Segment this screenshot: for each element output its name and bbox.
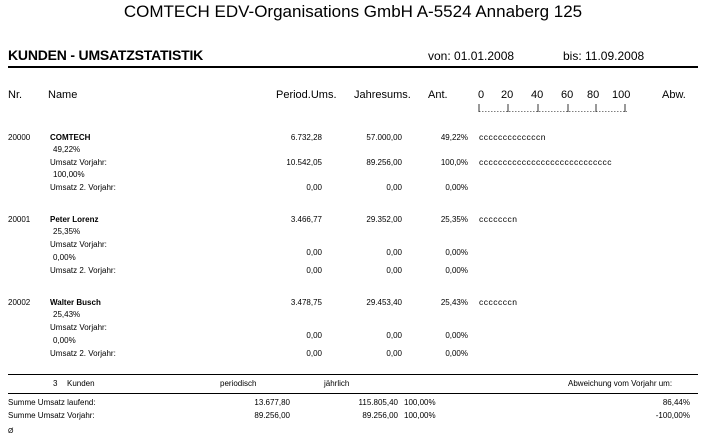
periodic-label: periodisch: [220, 379, 257, 388]
customer-period: 3.466,77: [290, 215, 322, 224]
share-bar: cccccccccccccn: [479, 132, 546, 142]
customer-percent: 25,35%: [53, 227, 81, 236]
prev2-year-label: Umsatz 2. Vorjahr:: [50, 349, 116, 358]
customer-count: 3: [53, 379, 58, 388]
scale-0: 0: [478, 89, 485, 101]
prev2-year-period: 0,00: [306, 183, 322, 192]
scale-80: 80: [587, 89, 600, 101]
sum-prev-deviation: -100,00%: [655, 411, 690, 420]
prev-year-yearly: 0,00: [386, 331, 402, 340]
prev2-year-yearly: 0,00: [386, 349, 402, 358]
sum-prev-label: Summe Umsatz Vorjahr:: [8, 411, 95, 420]
prev-year-period: 0,00: [306, 331, 322, 340]
prev-year-label: Umsatz Vorjahr:: [50, 158, 107, 167]
customer-percent: 25,43%: [53, 310, 81, 319]
prev-year-share: 100,0%: [440, 158, 468, 167]
sum-current-percent: 100,00%: [404, 398, 436, 407]
prev-year-share: 0,00%: [445, 248, 468, 257]
customer-nr: 20000: [8, 133, 31, 142]
customer-period: 3.478,75: [290, 298, 322, 307]
customer-yearly: 29.453,40: [366, 298, 402, 307]
prev2-year-label: Umsatz 2. Vorjahr:: [50, 183, 116, 192]
prev2-year-share: 0,00%: [445, 183, 468, 192]
scale-20: 20: [501, 89, 514, 101]
prev-year-share: 0,00%: [445, 331, 468, 340]
col-deviation: Abw.: [662, 89, 686, 101]
customer-share: 25,35%: [440, 215, 468, 224]
customer-share: 25,43%: [440, 298, 468, 307]
prev2-year-share: 0,00%: [445, 349, 468, 358]
sum-prev-percent: 100,00%: [404, 411, 436, 420]
sum-current-deviation: 86,44%: [662, 398, 690, 407]
prev-year-percent: 0,00%: [53, 253, 76, 262]
date-to: bis: 11.09.2008: [563, 49, 645, 63]
title-divider: [8, 66, 698, 68]
col-yearly: Jahresums.: [354, 89, 411, 101]
prev2-year-yearly: 0,00: [386, 266, 402, 275]
share-bar: cccccccn: [479, 297, 518, 307]
prev-year-percent: 0,00%: [53, 336, 76, 345]
customer-period: 6.732,28: [290, 133, 322, 142]
scale-ruler: [478, 103, 628, 113]
prev-year-period: 0,00: [306, 248, 322, 257]
prev-year-yearly: 89.256,00: [366, 158, 402, 167]
prev2-year-period: 0,00: [306, 266, 322, 275]
customer-count-label: Kunden: [67, 379, 95, 388]
prev2-year-share: 0,00%: [445, 266, 468, 275]
col-name: Name: [48, 89, 78, 101]
footer-mark: Ø: [8, 428, 14, 435]
prev-year-label: Umsatz Vorjahr:: [50, 240, 107, 249]
customer-yearly: 29.352,00: [366, 215, 402, 224]
sum-current-period: 13.677,80: [254, 398, 290, 407]
prev-year-label: Umsatz Vorjahr:: [50, 323, 107, 332]
customer-name: COMTECH: [50, 133, 91, 142]
summary-divider: [8, 374, 698, 375]
customer-percent: 49,22%: [53, 145, 81, 154]
summary-divider: [8, 393, 698, 394]
customer-yearly: 57.000,00: [366, 133, 402, 142]
yearly-label: jährlich: [324, 379, 350, 388]
customer-share: 49,22%: [440, 133, 468, 142]
prev-year-percent: 100,00%: [53, 170, 85, 179]
customer-name: Peter Lorenz: [50, 215, 99, 224]
sum-current-yearly: 115.805,40: [358, 398, 398, 407]
col-period: Period.Ums.: [276, 89, 337, 101]
date-from: von: 01.01.2008: [428, 49, 515, 63]
sum-prev-period: 89.256,00: [254, 411, 290, 420]
customer-name: Walter Busch: [50, 298, 101, 307]
prev-year-yearly: 0,00: [386, 248, 402, 257]
report-title: KUNDEN - UMSATZSTATISTIK: [8, 47, 204, 63]
prev-year-period: 10.542,05: [286, 158, 322, 167]
scale-100: 100: [612, 89, 631, 101]
share-bar: cccccccn: [479, 214, 518, 224]
scale-40: 40: [531, 89, 544, 101]
prev2-year-yearly: 0,00: [386, 183, 402, 192]
col-nr: Nr.: [8, 89, 23, 101]
scale-60: 60: [561, 89, 574, 101]
company-title: COMTECH EDV-Organisations GmbH A-5524 Annaberg 125: [123, 2, 583, 21]
prev2-year-label: Umsatz 2. Vorjahr:: [50, 266, 116, 275]
customer-nr: 20001: [8, 215, 31, 224]
customer-nr: 20002: [8, 298, 31, 307]
deviation-label: Abweichung vom Vorjahr um:: [568, 379, 673, 388]
prev-year-bar: cccccccccccccccccccccccccccc: [479, 157, 612, 167]
sum-prev-yearly: 89.256,00: [362, 411, 398, 420]
col-share: Ant.: [428, 89, 448, 101]
sum-current-label: Summe Umsatz laufend:: [8, 398, 96, 407]
prev2-year-period: 0,00: [306, 349, 322, 358]
